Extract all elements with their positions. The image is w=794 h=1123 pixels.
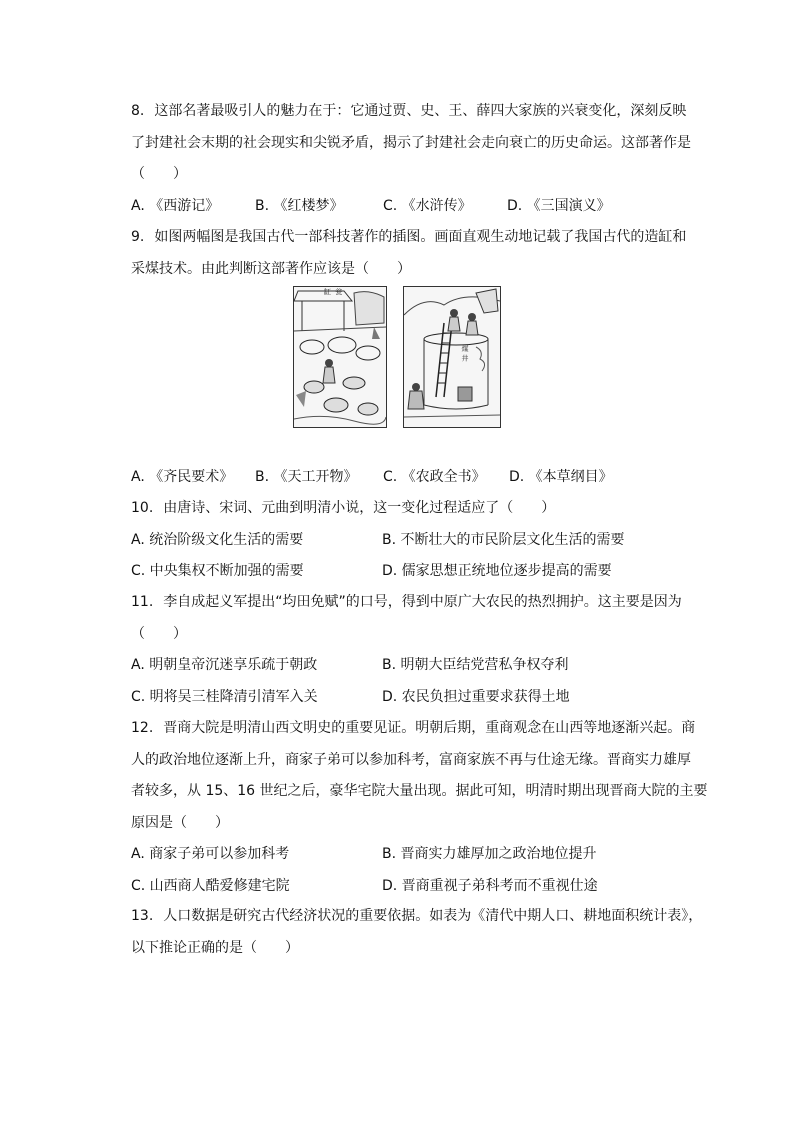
option-b[interactable]: B. 《天工开物》 [255,469,358,485]
question-13 [131,901,703,964]
question-11-number: 11. [131,594,154,610]
option-c[interactable]: C. 《水浒传》 [383,197,472,214]
question-8-line-1: 8. 这部名著最吸引人的魅力在于：它通过贾、史、王、薛四大家族的兴衰变化，深刻反映 [131,96,691,128]
question-9-options [131,462,691,494]
question-9-line-2: 采煤技术。由此判断这部著作应该是（ ） [131,260,411,277]
question-13-line-1: 13. 人口数据是研究古代经济状况的重要依据。如表为《清代中期人口、耕地面积统计表》， [131,901,691,933]
question-11-line-2: （ ） [131,625,187,642]
question-8-options [131,191,691,223]
option-b[interactable]: B. 晋商实力雄厚加之政治地位提升 [382,846,597,862]
question-10-options [131,525,691,588]
question-11-options [131,650,691,713]
coal-mining-drawing [404,287,500,427]
option-c[interactable]: C. 中央集权不断加强的需要 [131,563,304,579]
question-10-line-1: 10. 由唐诗、宋词、元曲到明清小说，这一变化过程适应了（ ） [131,493,691,525]
option-b[interactable]: B. 不断壮大的市民阶层文化生活的需要 [382,531,625,548]
question-12-line-2: 人的政治地位逐渐上升，商家子弟可以参加科考，富商家族不再与仕途无缘。晋商实力雄厚 [131,751,691,768]
question-9-number: 9. [131,229,145,245]
question-8-line-2: 了封建社会末期的社会现实和尖锐矛盾，揭示了封建社会走向衰亡的历史命运。这部著作是 [131,134,691,151]
option-d[interactable]: D. 农民负担过重要求获得土地 [382,688,570,705]
question-10-number: 10. [131,500,154,516]
question-12-number: 12. [131,720,154,736]
option-b[interactable]: B. 明朝大臣结党营私争权夺利 [382,657,569,673]
jar-making-caption: 缸 瓮 [324,288,344,296]
option-d[interactable]: D. 《本草纲目》 [509,469,613,485]
question-11-line-1: 11. 李自成起义军提出“均田免赋”的口号，得到中原广大农民的热烈拥护。这主要是因为 [131,587,691,619]
question-8 [131,96,691,222]
jar-making-drawing [294,287,386,427]
question-12 [131,713,708,902]
illustration-jar-making [293,286,387,428]
option-c[interactable]: C. 明将吴三桂降清引清军入关 [131,688,318,705]
option-d[interactable]: D. 儒家思想正统地位逐步提高的需要 [382,563,612,579]
option-d[interactable]: D. 晋商重视子弟科考而不重视仕途 [382,877,598,894]
question-12-line-3: 者较多，从 15、16 世纪之后，豪华宅院大量出现。据此可知，明清时期出现晋商大院的主要 [131,783,708,799]
question-9-options-block [131,462,691,494]
option-a[interactable]: A. 《齐民要术》 [131,469,234,485]
illustration-coal-mining [403,286,501,428]
question-12-line-4: 原因是（ ） [131,814,229,831]
option-c[interactable]: C. 《农政全书》 [383,469,486,485]
option-d[interactable]: D. 《三国演义》 [507,197,611,214]
question-13-number: 13. [131,908,154,924]
question-13-line-2: 以下推论正确的是（ ） [131,939,299,956]
question-9-line-1: 9. 如图两幅图是我国古代一部科技著作的插图。画面直观生动地记载了我国古代的造缸和 [131,222,691,254]
question-9 [131,222,691,285]
option-a[interactable]: A. 统治阶级文化生活的需要 [131,531,304,548]
question-10 [131,493,691,588]
option-c[interactable]: C. 山西商人酷爱修建宅院 [131,877,290,894]
question-11 [131,587,691,713]
question-12-line-1: 12. 晋商大院是明清山西文明史的重要见证。明朝后期，重商观念在山西等地逐渐兴起。商 [131,713,691,745]
option-a[interactable]: A. 商家子弟可以参加科考 [131,846,290,862]
option-a[interactable]: A. 《西游记》 [131,197,220,214]
coal-mining-caption: 煤 井 [461,345,469,362]
option-b[interactable]: B. 《红楼梦》 [255,197,344,214]
question-12-options [131,839,691,902]
question-8-line-3: （ ） [131,166,187,182]
question-8-number: 8. [131,103,145,119]
option-a[interactable]: A. 明朝皇帝沉迷享乐疏于朝政 [131,657,318,673]
